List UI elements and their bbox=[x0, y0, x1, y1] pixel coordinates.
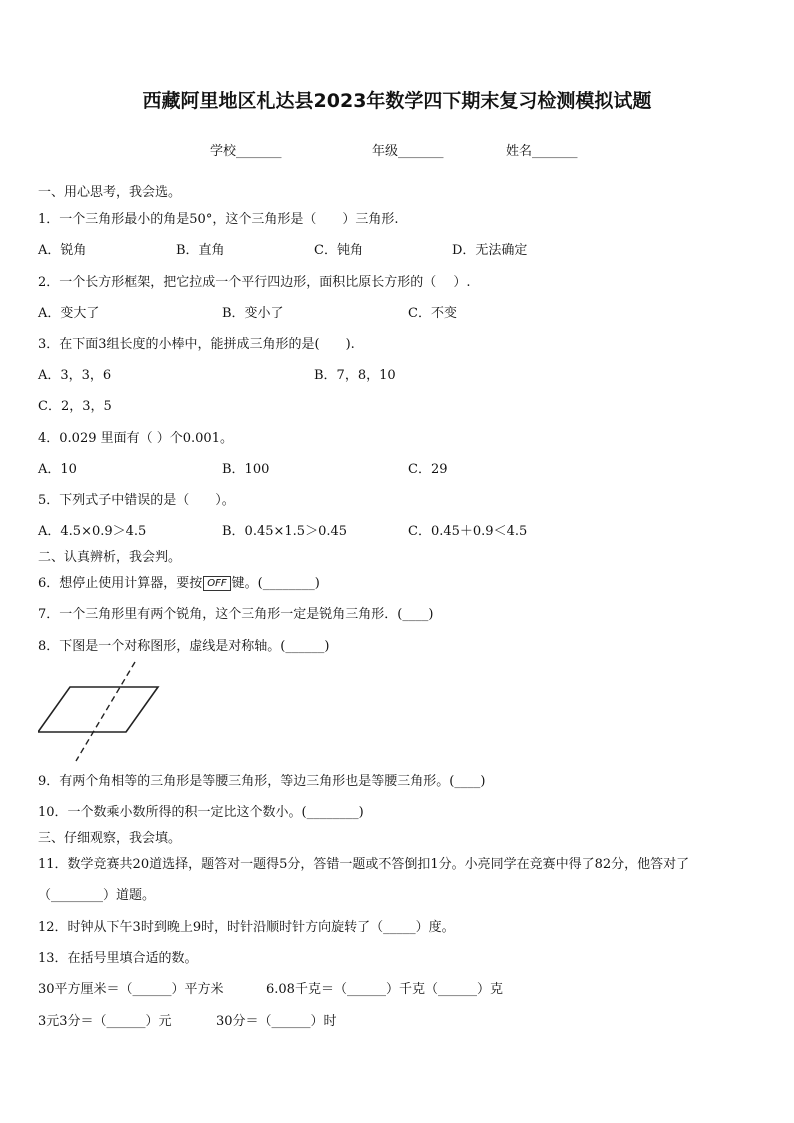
q13-item-d: 30分＝（______）时 bbox=[216, 1014, 337, 1029]
question-11-continued: （________）道题。 bbox=[38, 888, 156, 903]
question-12: 12．时钟从下午3时到晚上9时，时针沿顺时针方向旋转了（_____）度。 bbox=[38, 920, 455, 935]
question-5: 5．下列式子中错误的是（ ）。 bbox=[38, 493, 235, 508]
off-key-icon: OFF bbox=[203, 576, 230, 591]
grade-field: 年级_______ bbox=[372, 144, 444, 159]
q5-option-a: A．4.5×0.9＞4.5 bbox=[38, 524, 147, 539]
question-2: 2．一个长方形框架，把它拉成一个平行四边形，面积比原长方形的（ ）. bbox=[38, 275, 471, 290]
question-4: 4．0.029 里面有（ ）个0.001。 bbox=[38, 431, 233, 446]
symmetry-axis-dashed-line bbox=[76, 662, 135, 761]
question-11: 11．数学竞赛共20道选择，题答对一题得5分，答错一题或不答倒扣1分。小亮同学在竞赛中得了82分，他答对了 bbox=[38, 857, 690, 872]
question-6 bbox=[38, 572, 320, 591]
q13-item-c: 3元3分＝（______）元 bbox=[38, 1014, 172, 1029]
q1-option-a: A．锐角 bbox=[38, 243, 87, 258]
q13-item-b: 6.08千克＝（______）千克（______）克 bbox=[266, 982, 503, 997]
q4-option-c: C．29 bbox=[408, 462, 448, 477]
q1-option-c: C．钝角 bbox=[314, 243, 363, 258]
q4-option-b: B．100 bbox=[222, 462, 270, 477]
question-6-text-pre: 6．想停止使用计算器，要按 bbox=[38, 576, 203, 591]
question-10: 10．一个数乘小数所得的积一定比这个数小。(________) bbox=[38, 805, 364, 820]
question-6-text-post: 键。(________) bbox=[231, 576, 320, 591]
q4-option-a: A．10 bbox=[38, 462, 77, 477]
q13-item-a: 30平方厘米＝（______）平方米 bbox=[38, 982, 224, 997]
q5-option-c: C．0.45＋0.9＜4.5 bbox=[408, 524, 528, 539]
q5-option-b: B．0.45×1.5＞0.45 bbox=[222, 524, 348, 539]
q1-option-d: D．无法确定 bbox=[452, 243, 528, 258]
q3-option-c: C．2，3，5 bbox=[38, 399, 112, 414]
question-8: 8．下图是一个对称图形，虚线是对称轴。(______) bbox=[38, 639, 330, 654]
question-3: 3．在下面3组长度的小棒中，能拼成三角形的是( ). bbox=[38, 337, 355, 352]
question-13: 13．在括号里填合适的数。 bbox=[38, 951, 198, 966]
q3-option-b: B．7，8，10 bbox=[314, 368, 396, 383]
section-3-heading: 三、仔细观察，我会填。 bbox=[38, 831, 182, 846]
section-2-heading: 二、认真辨析，我会判。 bbox=[38, 550, 182, 565]
question-9: 9．有两个角相等的三角形是等腰三角形，等边三角形也是等腰三角形。(____) bbox=[38, 774, 486, 789]
q2-option-a: A．变大了 bbox=[38, 306, 100, 321]
page-title: 西藏阿里地区札达县2023年数学四下期末复习检测模拟试题 bbox=[142, 90, 652, 112]
q1-option-b: B．直角 bbox=[176, 243, 225, 258]
q2-option-b: B．变小了 bbox=[222, 306, 284, 321]
section-1-heading: 一、用心思考，我会选。 bbox=[38, 185, 182, 200]
parallelogram-figure bbox=[38, 660, 168, 764]
name-field: 姓名_______ bbox=[506, 144, 578, 159]
q2-option-c: C．不变 bbox=[408, 306, 457, 321]
question-7: 7．一个三角形里有两个锐角，这个三角形一定是锐角三角形．(____) bbox=[38, 607, 434, 622]
school-field: 学校_______ bbox=[210, 144, 282, 159]
q3-option-a: A．3，3，6 bbox=[38, 368, 112, 383]
question-1: 1．一个三角形最小的角是50°，这个三角形是（ ）三角形. bbox=[38, 212, 399, 227]
